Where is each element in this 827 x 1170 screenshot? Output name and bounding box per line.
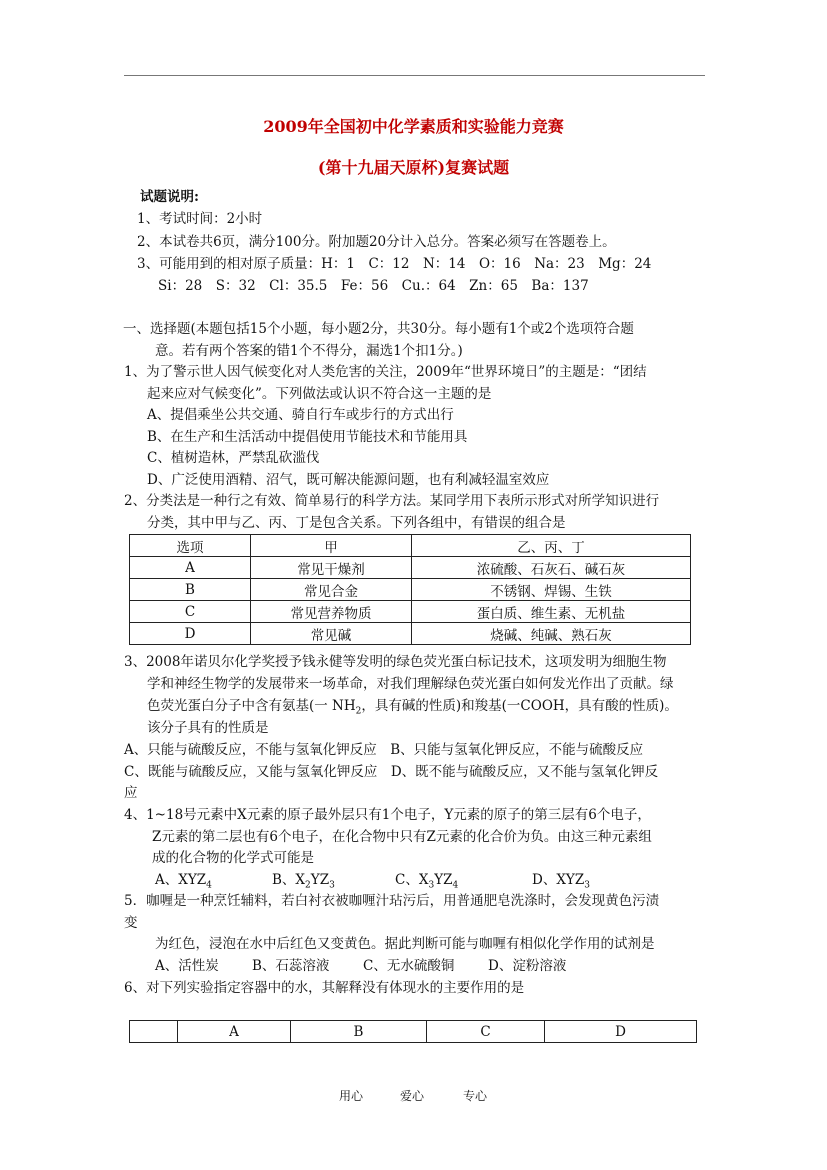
option: D、广泛使用酒精、沼气，既可解决能源问题，也有利减轻温室效应: [147, 472, 550, 488]
question-4-cont: Z元素的第二层也有6个电子，在化合物中只有Z元素的化合价为负。由这三种元素组: [152, 829, 652, 845]
table-row: [130, 601, 691, 623]
section-header-cont: 意。若有两个答案的错1个不得分，漏选1个扣1分。): [155, 343, 463, 359]
question-5-cont: 为红色，浸泡在水中后红色又变黄色。据此判断可能与咖喱有相似化学作用的试剂是: [155, 936, 655, 952]
question-2: 2、分类法是一种行之有效、简单易行的科学方法。某同学用下表所示形式对所学知识进行: [124, 493, 660, 509]
table-cell: D: [130, 623, 251, 645]
option: B、$X_2YZ_3$: [272, 872, 335, 891]
option: B、石蕊溶液: [252, 958, 330, 974]
footer-text: 爱心: [400, 1089, 425, 1103]
table-header-cell: D: [545, 1021, 697, 1043]
question-1: 1、为了警示世人因气候变化对人类危害的关注，2009年“世界环境日”的主题是：“团结: [124, 364, 647, 380]
question-4: 4、1~18号元素中X元素的原子最外层只有1个电子，Y元素的原子的第三层有6个电子，: [124, 807, 651, 823]
question-4-cont: 成的化合物的化学式可能是: [152, 850, 314, 866]
question-3-cont: 色荧光蛋白分子中含有氨基(一 $NH_2$，具有碱的性质)和羧基(一COOH，具有酸的性质)。: [147, 698, 678, 717]
experiment-table: [129, 1020, 697, 1043]
option: A、只能与硫酸反应，不能与氢氧化钾反应 B、只能与氢氧化钾反应，不能与硫酸反应: [124, 742, 644, 758]
classification-table: [129, 534, 691, 645]
table-cell: 常见干燥剂: [251, 557, 412, 579]
question-5: 5．咖喱是一种烹饪辅料，若白衬衣被咖喱汁玷污后，用普通肥皂洗涤时，会发现黄色污渍: [124, 893, 660, 909]
option-cont: 应: [124, 785, 138, 801]
question-5-cont: 变: [124, 915, 138, 931]
question-3-cont: 学和神经生物学的发展带来一场革命，对我们理解绿色荧光蛋白如何发光作出了贡献。绿: [147, 676, 674, 692]
table-cell: 蛋白质、维生素、无机盐: [412, 601, 691, 623]
table-cell: 烧碱、纯碱、熟石灰: [412, 623, 691, 645]
paper-title: 2009年全国初中化学素质和实验能力竞赛: [263, 117, 564, 136]
option: D、淀粉溶液: [488, 958, 567, 974]
instruction-item: 3、可能用到的相对原子质量：H：1 C：12 N：14 O：16 Na：23 Mg：24: [137, 256, 652, 272]
option: D、$XYZ_3$: [532, 872, 590, 891]
option: A、提倡乘坐公共交通、骑自行车或步行的方式出行: [147, 407, 454, 423]
option: A、$XYZ_4$: [155, 872, 212, 891]
table-cell: 不锈钢、焊锡、生铁: [412, 579, 691, 601]
question-3: 3、2008年诺贝尔化学奖授予钱永健等发明的绿色荧光蛋白标记技术，这项发明为细胞生物: [124, 654, 667, 670]
table-cell: A: [130, 557, 251, 579]
option: C、$X_3YZ_4$: [395, 872, 459, 891]
instruction-item: 2、本试卷共6页，满分100分。附加题20分计入总分。答案必须写在答题卷上。: [137, 234, 616, 250]
option: C、无水硫酸铜: [363, 958, 455, 974]
paper-subtitle: (第十九届天原杯)复赛试题: [317, 158, 510, 177]
footer-text: 用心: [339, 1089, 364, 1103]
option: C、植树造林，严禁乱砍滥伐: [147, 450, 320, 466]
instruction-item: 1、考试时间：2小时: [137, 211, 263, 227]
table-header-cell: 甲: [251, 535, 412, 557]
table-header-cell: 乙、丙、丁: [412, 535, 691, 557]
table-cell: C: [130, 601, 251, 623]
question-2-cont: 分类，其中甲与乙、丙、丁是包含关系。下列各组中，有错误的组合是: [147, 515, 566, 531]
table-cell: 常见碱: [251, 623, 412, 645]
footer-text: 专心: [463, 1089, 488, 1103]
table-header-cell: [130, 1021, 178, 1043]
instruction-item: Si：28 S：32 Cl：35.5 Fe：56 Cu.：64 Zn：65 Ba：137: [158, 278, 589, 294]
table-row: [130, 579, 691, 601]
table-header-cell: A: [178, 1021, 291, 1043]
instructions-heading: 试题说明:: [140, 189, 199, 205]
table-header-row: [130, 1021, 697, 1043]
table-cell: B: [130, 579, 251, 601]
table-header-cell: B: [291, 1021, 427, 1043]
header-rule: [124, 75, 705, 76]
question-6: 6、对下列实验指定容器中的水，其解释没有体现水的主要作用的是: [124, 980, 525, 996]
question-1-cont: 起来应对气候变化”。下列做法或认识不符合这一主题的是: [147, 386, 492, 402]
table-row: [130, 557, 691, 579]
question-3-cont: 该分子具有的性质是: [147, 720, 269, 736]
table-header-cell: 选项: [130, 535, 251, 557]
option: A、活性炭: [155, 958, 219, 974]
section-header: 一、选择题(本题包括15个小题，每小题2分，共30分。每小题有1个或2个选项符合题: [123, 321, 634, 337]
table-cell: 常见营养物质: [251, 601, 412, 623]
option: B、在生产和生活活动中提倡使用节能技术和节能用具: [147, 429, 468, 445]
table-header-cell: C: [427, 1021, 545, 1043]
table-cell: 浓硫酸、石灰石、碱石灰: [412, 557, 691, 579]
table-header-row: [130, 535, 691, 557]
option: C、既能与硫酸反应，又能与氢氧化钾反应 D、既不能与硫酸反应，又不能与氢氧化钾反: [124, 764, 659, 780]
table-row: [130, 623, 691, 645]
table-cell: 常见合金: [251, 579, 412, 601]
